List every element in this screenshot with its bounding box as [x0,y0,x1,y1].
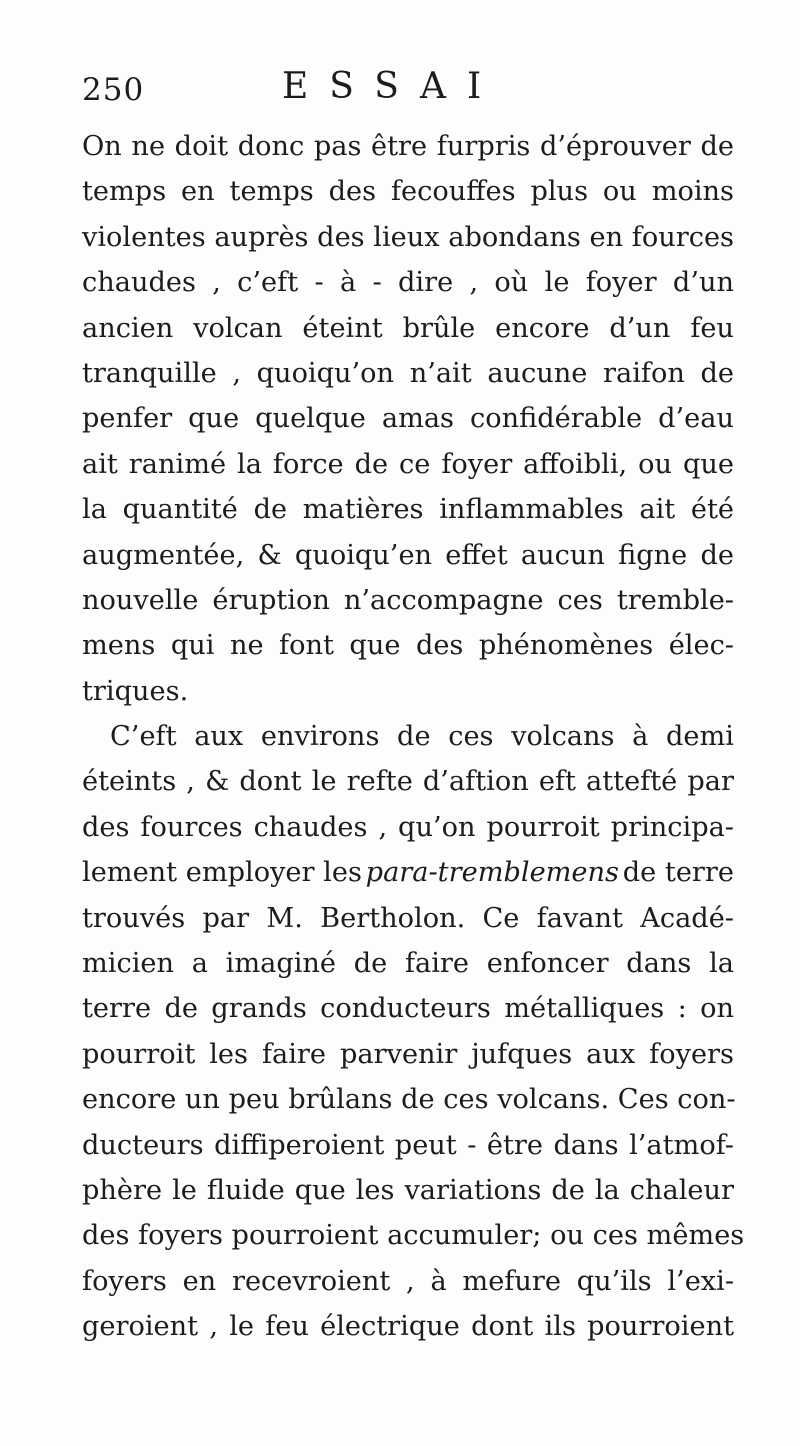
paragraph-start-line: C’eft aux environs de ces volcans à demi [110,721,734,753]
text-line: foyers en recevroient , à mefure qu’ils l’exi- [82,1265,734,1297]
text-line-with-italic [82,850,734,895]
text-line: micien a imaginé de faire enfoncer dans la [82,948,734,980]
text-line: penfer que quelque amas confidérable d’eau [82,403,734,435]
text-line: ancien volcan éteint brûle encore d’un feu [82,312,734,344]
text-line: triques. [82,675,189,707]
text-line: phère le fluide que les variations de la chaleur [82,1174,734,1206]
text-line: des foyers pourroient accumuler; ou ces mêmes [82,1220,745,1252]
text-line: la quantité de matières inflammables ait été [82,494,734,526]
text-line: violentes auprès des lieux abondans en fources [82,221,734,253]
text-line: ait ranimé la force de ce foyer affoibli, ou que [82,448,734,480]
text-line: trouvés par M. Bertholon. Ce favant Acadé- [82,902,734,934]
text-line: mens qui ne font que des phénomènes élec- [82,630,734,662]
text-line: tranquille , quoiqu’on n’ait aucune raifon de [82,357,734,389]
text-line: ducteurs diffiperoient peut - être dans l’atmof- [82,1129,734,1161]
text-line: encore un peu brûlans de ces volcans. Ces con- [82,1084,736,1116]
text-line: pourroit les faire parvenir jufques aux foyers [82,1038,734,1070]
text-line: geroient , le feu électrique dont ils pourroient [82,1311,734,1343]
running-head [82,64,682,124]
text-line: terre de grands conducteurs métalliques : on [82,993,734,1025]
text-segment: lement employer les [82,857,362,889]
text-line: temps en temps des fecouffes plus ou moins [82,176,734,208]
text-line: augmentée, & quoiqu’en effet aucun figne de [82,539,734,571]
text-body [82,124,745,1350]
text-line: On ne doit donc pas être furpris d’éprouver de [82,131,734,162]
text-line: des fources chaudes , qu’on pourroit principa- [82,811,734,843]
page-number: 250 [82,72,145,108]
text-line: éteints , & dont le refte d’aftion eft attefté par [82,766,734,798]
text-line: chaudes , c’eft - à - dire , où le foyer d’un [82,267,734,299]
italic-term: para-tremblemens [365,857,619,889]
text-segment: de terre [622,857,734,889]
text-line: nouvelle éruption n’accompagne ces tremble- [82,584,734,616]
running-title: ESSAI [282,66,503,107]
